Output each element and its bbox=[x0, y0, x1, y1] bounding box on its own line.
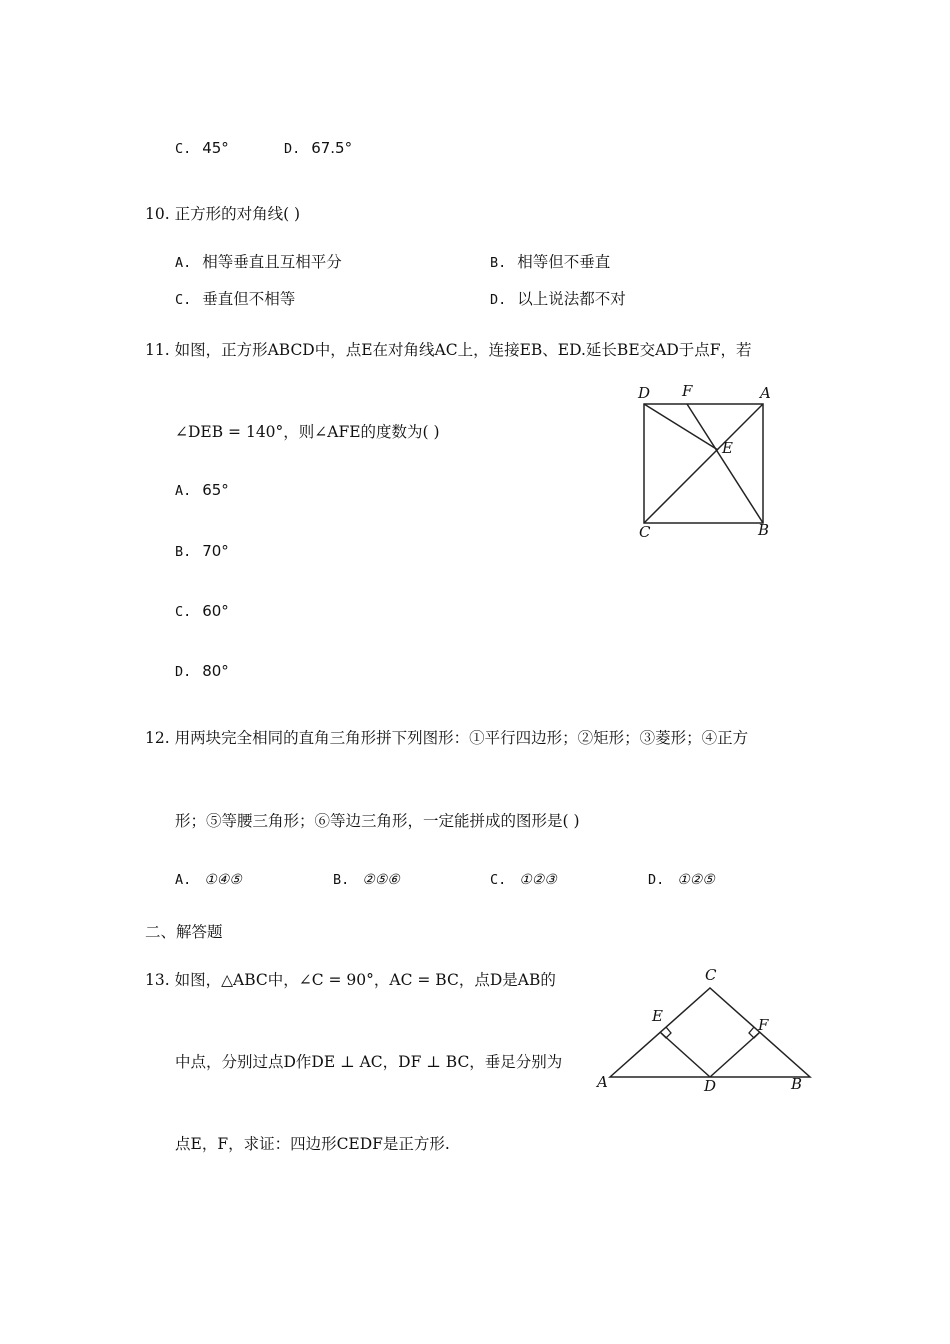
triangle-figure bbox=[592, 962, 812, 1097]
right-angle-mark-e bbox=[661, 1027, 671, 1038]
label-f: F bbox=[758, 1016, 769, 1034]
option-label: B. bbox=[490, 255, 507, 271]
option-c bbox=[175, 287, 295, 309]
option-b bbox=[333, 870, 400, 888]
option-d bbox=[648, 870, 715, 888]
option-label: B. bbox=[333, 872, 350, 888]
option-c bbox=[175, 602, 229, 620]
option-label: B. bbox=[175, 544, 192, 560]
option-c bbox=[175, 139, 229, 157]
label-c: C bbox=[639, 523, 651, 541]
option-value: 60° bbox=[202, 602, 229, 620]
option-label: A. bbox=[175, 483, 192, 499]
option-a bbox=[175, 481, 229, 499]
diagonal-ac bbox=[644, 404, 763, 523]
label-d: D bbox=[704, 1077, 717, 1095]
option-d bbox=[490, 287, 626, 309]
question-13-stem-line3: 点E，F，求证：四边形CEDF是正方形. bbox=[175, 1135, 450, 1153]
option-b bbox=[490, 250, 610, 272]
option-c bbox=[490, 870, 557, 888]
option-label: D. bbox=[175, 664, 192, 680]
option-a bbox=[175, 870, 242, 888]
option-text: 垂直但不相等 bbox=[202, 290, 296, 308]
option-a bbox=[175, 250, 342, 272]
option-label: D. bbox=[648, 872, 665, 888]
option-label: D. bbox=[284, 141, 301, 157]
option-d bbox=[284, 139, 352, 157]
option-value: ①②③ bbox=[519, 872, 557, 888]
segment-de bbox=[644, 404, 718, 450]
label-d: D bbox=[638, 384, 651, 402]
option-value: 67.5° bbox=[311, 139, 353, 157]
label-b: B bbox=[791, 1075, 803, 1093]
option-value: 65° bbox=[202, 481, 229, 499]
label-a: A bbox=[760, 384, 771, 402]
square-figure bbox=[630, 378, 790, 543]
option-label: A. bbox=[175, 255, 192, 271]
segment-de bbox=[660, 1032, 710, 1077]
option-d bbox=[175, 662, 229, 680]
option-value: ①②⑤ bbox=[677, 872, 715, 888]
segment-fb bbox=[687, 404, 763, 523]
question-11-stem-line2: ∠DEB = 140°，则∠AFE的度数为( ) bbox=[175, 423, 440, 441]
label-e: E bbox=[722, 439, 733, 457]
question-11-stem-line1: 11. 如图，正方形ABCD中，点E在对角线AC上，连接EB、ED.延长BE交AD于点F，若 bbox=[145, 341, 752, 359]
option-value: ①④⑤ bbox=[204, 872, 242, 888]
option-label: C. bbox=[490, 872, 507, 888]
option-value: ②⑤⑥ bbox=[362, 872, 400, 888]
option-label: A. bbox=[175, 872, 192, 888]
label-f: F bbox=[682, 382, 693, 400]
option-text: 以上说法都不对 bbox=[517, 290, 626, 308]
option-value: 45° bbox=[202, 139, 229, 157]
question-13-stem-line1: 13. 如图，△ABC中，∠C = 90°，AC = BC，点D是AB的 bbox=[145, 971, 556, 989]
option-label: C. bbox=[175, 141, 192, 157]
label-c: C bbox=[705, 966, 717, 984]
option-text: 相等垂直且互相平分 bbox=[202, 253, 342, 271]
option-label: C. bbox=[175, 604, 192, 620]
label-e: E bbox=[652, 1007, 663, 1025]
option-value: 80° bbox=[202, 662, 229, 680]
question-10-stem: 10. 正方形的对角线( ) bbox=[145, 205, 301, 223]
section-heading: 二、解答题 bbox=[145, 923, 223, 941]
segment-df bbox=[710, 1032, 760, 1077]
option-b bbox=[175, 542, 229, 560]
label-a: A bbox=[597, 1073, 608, 1091]
label-b: B bbox=[758, 521, 770, 539]
option-label: C. bbox=[175, 292, 192, 308]
question-12-stem-line1: 12. 用两块完全相同的直角三角形拼下列图形：①平行四边形；②矩形；③菱形；④正方 bbox=[145, 729, 749, 747]
question-13-stem-line2: 中点，分别过点D作DE ⊥ AC，DF ⊥ BC，垂足分别为 bbox=[175, 1053, 563, 1071]
option-value: 70° bbox=[202, 542, 229, 560]
option-label: D. bbox=[490, 292, 507, 308]
option-text: 相等但不垂直 bbox=[517, 253, 611, 271]
triangle-abc bbox=[610, 988, 810, 1077]
question-12-stem-line2: 形；⑤等腰三角形；⑥等边三角形，一定能拼成的图形是( ) bbox=[175, 812, 580, 830]
